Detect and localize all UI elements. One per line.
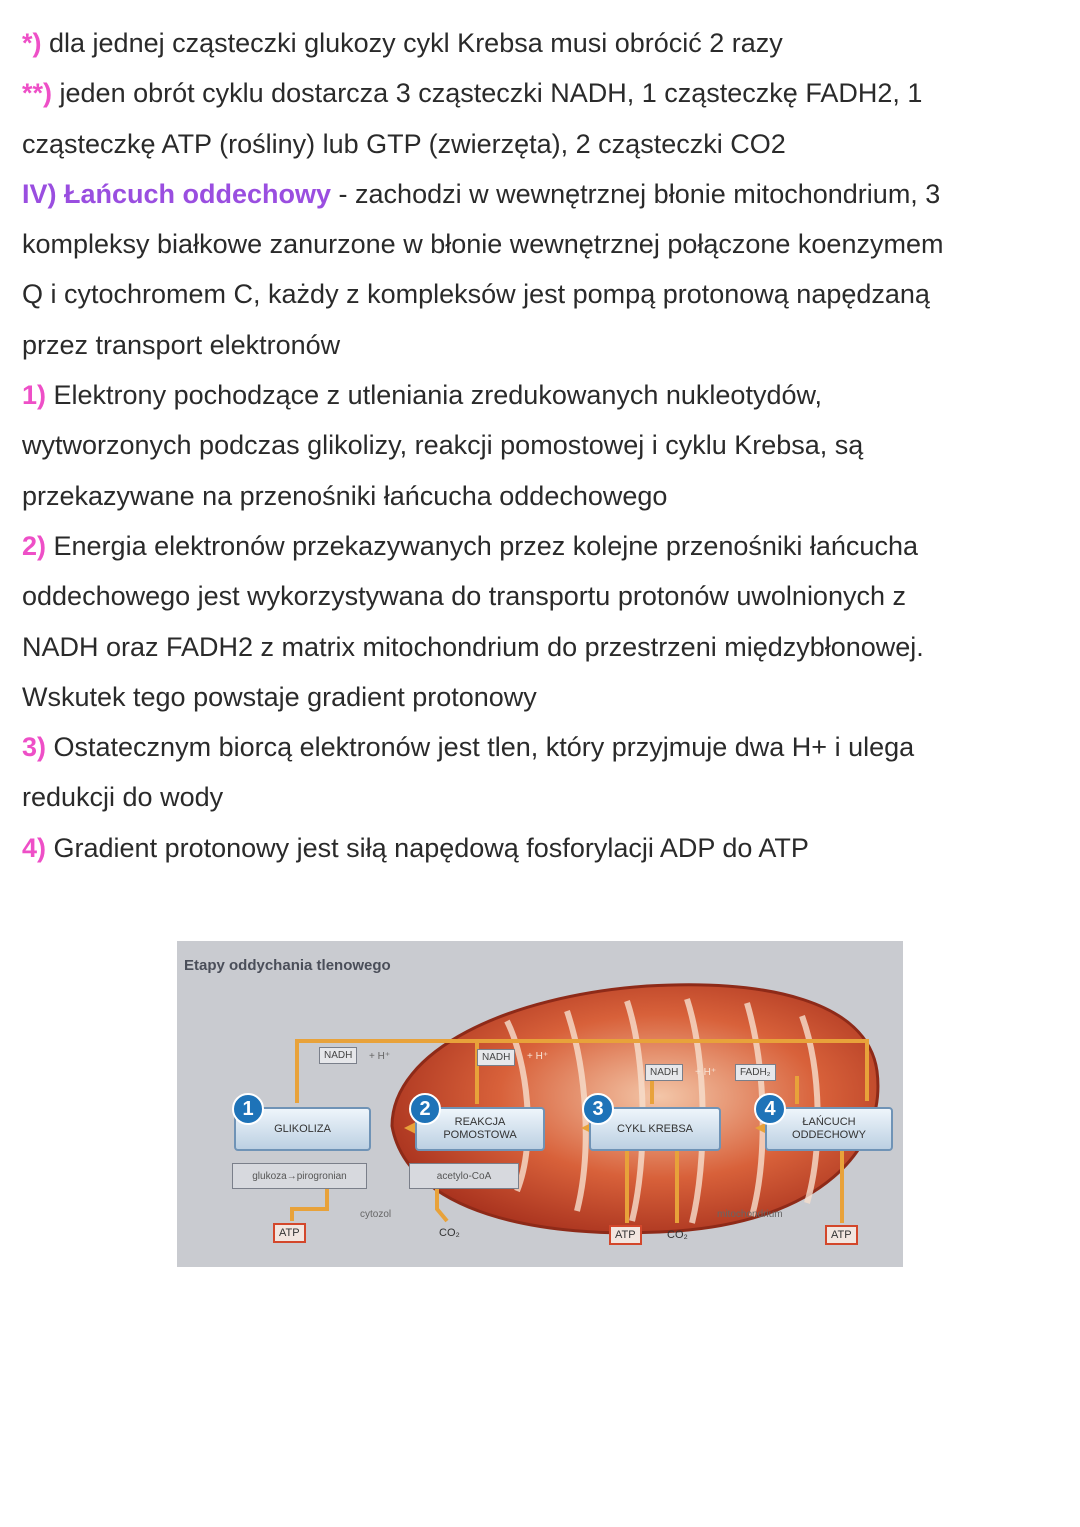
note-text: dla jednej cząsteczki glukozy cykl Krebsa musi obrócić 2 razy (41, 28, 783, 58)
notes-text (22, 18, 1062, 873)
note-line (22, 169, 1062, 219)
note-text: Elektrony pochodzące z utleniania zredukowanych nukleotydów, (46, 380, 822, 411)
stage-glikoliza: GLIKOLIZA (234, 1107, 371, 1151)
note-line (22, 722, 1062, 772)
stage-number: 4 (754, 1093, 786, 1125)
note-line: Q i cytochromem C, każdy z kompleksów jest pompą protonową napędzaną (22, 279, 930, 310)
glikoliza-substrate: glukoza→pirogronian (232, 1163, 367, 1189)
note-text: Gradient protonowy jest siłą napędową fosforylacji ADP do ATP (46, 832, 809, 863)
note-text: jeden obrót cyklu dostarcza 3 cząsteczki NADH, 1 cząsteczkę FADH2, 1 (52, 78, 923, 109)
nadh-label: NADH (319, 1047, 357, 1064)
note-line: Wskutek tego powstaje gradient protonowy (22, 681, 537, 712)
co2-label: CO₂ (439, 1227, 460, 1239)
marker-number: 1) (22, 380, 47, 411)
note-line: przekazywane na przenośniki łańcucha oddechowego (22, 480, 668, 511)
mitochondrion-label: mitochondrium (717, 1209, 783, 1220)
section-heading: IV) Łańcuch oddechowy (22, 178, 332, 209)
pomost-product: acetylo-CoA (409, 1163, 519, 1189)
stage-number: 3 (582, 1093, 614, 1125)
cytosol-label: cytozol (360, 1209, 392, 1220)
marker-double-asterisk: **) (22, 78, 53, 109)
fadh2-label: FADH₂ (735, 1064, 776, 1081)
mitochondrion-illustration (177, 941, 903, 1267)
respiration-diagram (177, 941, 903, 1267)
note-text: Ostatecznym biorcą elektronów jest tlen, który przyjmuje dwa H+ i ulega (46, 732, 915, 763)
marker-number: 2) (22, 530, 47, 561)
note-line: oddechowego jest wykorzystywana do transportu protonów uwolnionych z (22, 581, 906, 612)
nadh-label: NADH (645, 1064, 683, 1081)
note-line: cząsteczkę ATP (rośliny) lub GTP (zwierzęta), 2 cząsteczki CO2 (22, 128, 786, 159)
stage-number: 1 (232, 1093, 264, 1125)
proton-label: + H⁺ (527, 1051, 549, 1062)
proton-label: + H⁺ (695, 1067, 717, 1078)
note-line (22, 68, 1062, 118)
note-text: Energia elektronów przekazywanych przez kolejne przenośniki łańcucha (46, 530, 918, 561)
atp-label: ATP (609, 1225, 642, 1245)
stage-reakcja-pomostowa: REAKCJA POMOSTOWA (415, 1107, 545, 1151)
proton-label: + H⁺ (369, 1051, 391, 1062)
note-line: wytworzonych podczas glikolizy, reakcji pomostowej i cyklu Krebsa, są (22, 430, 864, 461)
marker-asterisk: *) (22, 28, 42, 58)
marker-number: 3) (22, 732, 47, 763)
note-line (22, 370, 1062, 420)
marker-number: 4) (22, 832, 47, 863)
atp-label: ATP (273, 1223, 306, 1243)
nadh-label: NADH (477, 1049, 515, 1066)
co2-label: CO₂ (667, 1229, 688, 1241)
note-line: przez transport elektronów (22, 329, 341, 360)
stage-cykl-krebsa: CYKL KREBSA (589, 1107, 721, 1151)
stage-number: 2 (409, 1093, 441, 1125)
atp-label: ATP (825, 1225, 858, 1245)
note-line (22, 18, 1062, 68)
note-line (22, 521, 1062, 571)
note-line: redukcji do wody (22, 782, 224, 813)
figure-title: Etapy oddychania tlenowego (184, 957, 391, 974)
note-text: - zachodzi w wewnętrznej błonie mitochondrium, 3 (331, 178, 941, 209)
note-line: kompleksy białkowe zanurzone w błonie wewnętrznej połączone koenzymem (22, 229, 944, 260)
note-line (22, 823, 1062, 873)
stage-lancuch-oddechowy: ŁAŃCUCH ODDECHOWY (765, 1107, 893, 1151)
note-line: NADH oraz FADH2 z matrix mitochondrium do przestrzeni międzybłonowej. (22, 631, 924, 662)
